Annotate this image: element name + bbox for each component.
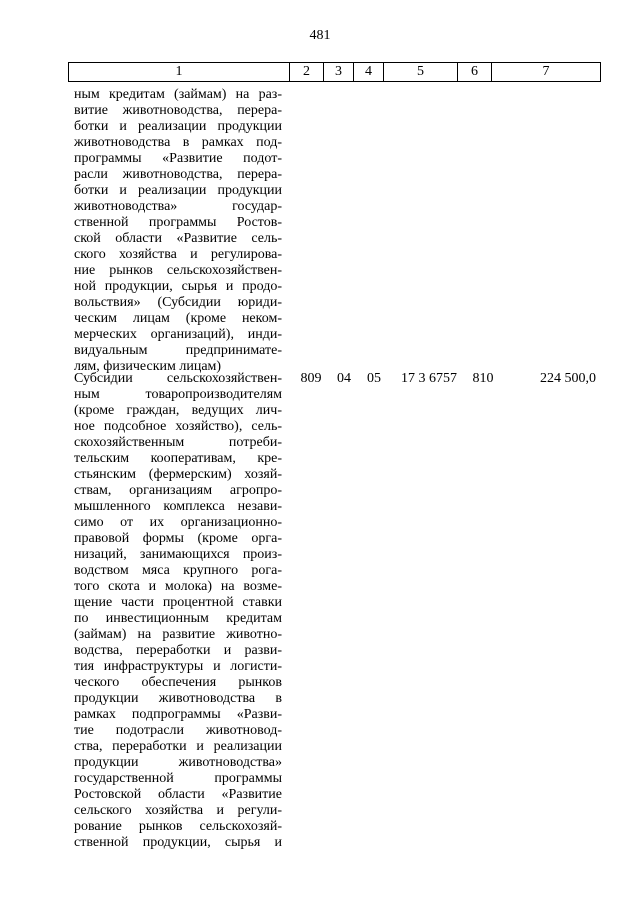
text-line: ботки и реализации продукции xyxy=(74,119,282,134)
code-vr: 810 xyxy=(472,371,494,386)
text-line: того скота и молока) на возме- xyxy=(74,579,282,594)
text-line: низаций, занимающихся произ- xyxy=(74,547,282,562)
text-line: сельского хозяйства и регули- xyxy=(74,803,282,818)
code-rz: 04 xyxy=(337,371,351,386)
header-col-3: 3 xyxy=(324,63,354,82)
header-col-1: 1 xyxy=(69,63,290,82)
text-line: (кроме граждан, ведущих лич- xyxy=(74,403,282,418)
row-name-text xyxy=(74,87,282,375)
text-line: расли животноводства, перера- xyxy=(74,167,282,182)
text-line: ным кредитам (займам) на раз- xyxy=(74,87,282,102)
text-line: ской области «Развитие сель- xyxy=(74,231,282,246)
text-line: симо от их организационно- xyxy=(74,515,282,530)
text-line: щение части процентной ставки xyxy=(74,595,282,610)
text-line: тельским кооперативам, кре- xyxy=(74,451,282,466)
text-line: рамках подпрограммы «Разви- xyxy=(74,707,282,722)
text-line: вольствия» (Субсидии юриди- xyxy=(74,295,282,310)
text-line: программы «Развитие подот- xyxy=(74,151,282,166)
text-line: правовой формы (кроме орга- xyxy=(74,531,282,546)
text-line: (займам) на развитие животно- xyxy=(74,627,282,642)
header-col-2: 2 xyxy=(290,63,324,82)
text-line: тие подотрасли животновод- xyxy=(74,723,282,738)
text-line: ческим лицам (кроме неком- xyxy=(74,311,282,326)
text-line: тия инфраструктуры и логисти- xyxy=(74,659,282,674)
amount-value: 224 500,0 xyxy=(540,371,596,386)
text-line: водства, переработки и разви- xyxy=(74,643,282,658)
text-line: ние рынков сельскохозяйствен- xyxy=(74,263,282,278)
code-ved: 809 xyxy=(300,371,322,386)
text-line: животноводства в рамках под- xyxy=(74,135,282,150)
text-line: ского хозяйства и регулирова- xyxy=(74,247,282,262)
code-csr: 17 3 6757 xyxy=(401,371,457,386)
text-line: видуальным предпринимате- xyxy=(74,343,282,358)
text-line: продукции животноводства в xyxy=(74,691,282,706)
header-col-7: 7 xyxy=(492,63,601,82)
text-line: животноводства» государ- xyxy=(74,199,282,214)
text-line: ственной продукции, сырья и xyxy=(74,835,282,850)
text-line: Ростовской области «Развитие xyxy=(74,787,282,802)
code-pr: 05 xyxy=(367,371,381,386)
text-line: Субсидии сельскохозяйствен- xyxy=(74,371,282,386)
text-line: скохозяйственным потреби- xyxy=(74,435,282,450)
text-line: рование рынков сельскохозяй- xyxy=(74,819,282,834)
text-line: мерческих организаций), инди- xyxy=(74,327,282,342)
page-number: 481 xyxy=(309,28,331,43)
text-line: по инвестиционным кредитам xyxy=(74,611,282,626)
header-row xyxy=(69,63,601,82)
text-line: ным товаропроизводителям xyxy=(74,387,282,402)
text-line: ной продукции, сырья и продо- xyxy=(74,279,282,294)
text-line: лям, физическим лицам) xyxy=(74,359,222,374)
text-line: мышленного комплекса незави- xyxy=(74,499,282,514)
header-col-5: 5 xyxy=(384,63,458,82)
text-line: водством мяса крупного рога- xyxy=(74,563,282,578)
header-col-4: 4 xyxy=(354,63,384,82)
text-line: ботки и реализации продукции xyxy=(74,183,282,198)
text-line: ствам, организациям агропро- xyxy=(74,483,282,498)
text-line: ственной программы Ростов- xyxy=(74,215,282,230)
text-line: витие животноводства, перера- xyxy=(74,103,282,118)
text-line: продукции животноводства» xyxy=(74,755,282,770)
text-line: государственной программы xyxy=(74,771,282,786)
header-col-6: 6 xyxy=(458,63,492,82)
text-line: ное подсобное хозяйство), сель- xyxy=(74,419,282,434)
text-line: ческого обеспечения рынков xyxy=(74,675,282,690)
text-line: стьянским (фермерским) хозяй- xyxy=(74,467,282,482)
row-name-text xyxy=(74,371,282,851)
text-line: ства, переработки и реализации xyxy=(74,739,282,754)
column-header-table xyxy=(68,62,601,82)
